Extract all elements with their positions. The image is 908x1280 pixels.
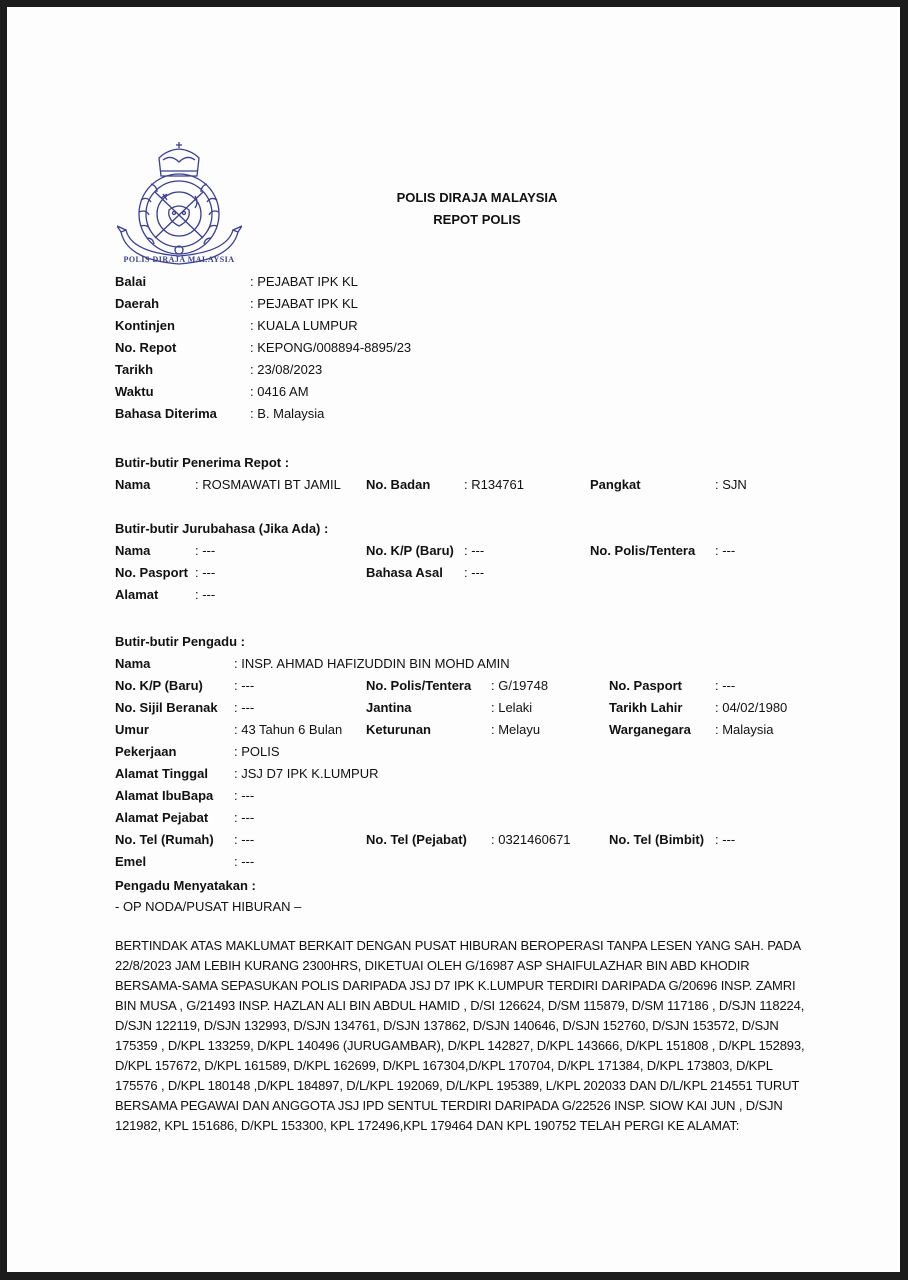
label-interpreter-alamat: Alamat bbox=[115, 587, 159, 602]
label-pekerjaan: Pekerjaan bbox=[115, 744, 177, 759]
statement-body: BERTINDAK ATAS MAKLUMAT BERKAIT DENGAN PUSAT HIBURAN BEROPERASI TANPA LESEN YANG SAH. PADA 22/8/2023 JAM LEBIH KURANG 2300HRS, DIKETUAI OLEH G/16987 ASP SHAIFULAZHAR BIN ABD KHODIR BERSAMA-SAMA SEPASUKAN POLIS DARIPADA JSJ D7 IPK K.LUMPUR TERDIRI DARIPADA G/20696 INSP. ZAMRI BIN MUSA , G/21493 INSP. HAZLAN ALI BIN ABDUL HAMID , D/SI 126624, D/SM 115879, D/SM 117186 , D/SJN 118224, D/SJN 122119, D/SJN 132993, D/SJN 134761, D/SJN 137862, D/SJN 140646, D/SJN 152760, D/SJN 153572, D/SJN 175359 , D/KPL 133259, D/KPL 140496 (JURUGAMBAR), D/KPL 142827, D/KPL 143666, D/KPL 151808 , D/KPL 152893, D/KPL 157672, D/KPL 161589, D/KPL 162699, D/KPL 167304,D/KPL 170704, D/KPL 171384, D/KPL 173803, D/KPL 175576 , D/KPL 180148 ,D/KPL 184897, D/L/KPL 192069, D/L/KPL 195389, L/KPL 202033 DAN D/L/KPL 214551 TURUT BERSAMA PEGAWAI DAN ANGGOTA JSJ IPD SENTUL TERDIRI DARIPADA G/22526 INSP. SIOW KAI JUN , D/SJN 121982, KPL 151686, D/KPL 153300, KPL 172496,KPL 179464 DAN KPL 190752 TELAH PERGI KE ALAMAT: bbox=[115, 938, 805, 1133]
value-kontinjen: : KUALA LUMPUR bbox=[250, 318, 358, 333]
value-tarikh-lahir: : 04/02/1980 bbox=[715, 700, 788, 715]
document-title: REPOT POLIS bbox=[433, 212, 521, 227]
label-receiver-nama: Nama bbox=[115, 477, 151, 492]
label-alamat-tinggal: Alamat Tinggal bbox=[115, 766, 208, 781]
value-pekerjaan: : POLIS bbox=[234, 744, 280, 759]
pdrm-crest-icon bbox=[117, 140, 242, 272]
value-interpreter-kp: : --- bbox=[464, 543, 485, 558]
label-tarikh: Tarikh bbox=[115, 362, 154, 377]
label-waktu: Waktu bbox=[115, 384, 154, 399]
organization-name: POLIS DIRAJA MALAYSIA bbox=[396, 190, 558, 205]
label-interpreter-kp: No. K/P (Baru) bbox=[366, 543, 454, 558]
value-receiver-nama: : ROSMAWATI BT JAMIL bbox=[195, 477, 341, 492]
value-bahasa-diterima: : B. Malaysia bbox=[250, 406, 325, 421]
label-interpreter-pasport: No. Pasport bbox=[115, 565, 188, 580]
value-tel-rumah: : --- bbox=[234, 832, 255, 847]
value-tel-pejabat: : 0321460671 bbox=[491, 832, 571, 847]
label-alamat-ibubapa: Alamat IbuBapa bbox=[115, 788, 214, 803]
value-sijil-beranak: : --- bbox=[234, 700, 255, 715]
value-tarikh: : 23/08/2023 bbox=[250, 362, 323, 377]
value-interpreter-alamat: : --- bbox=[195, 587, 216, 602]
label-emel: Emel bbox=[115, 854, 147, 869]
interpreter-heading: Butir-butir Jurubahasa (Jika Ada) : bbox=[115, 521, 329, 536]
label-complainant-nama: Nama bbox=[115, 656, 151, 671]
value-umur: : 43 Tahun 6 Bulan bbox=[234, 722, 343, 737]
value-complainant-pasport: : --- bbox=[715, 678, 736, 693]
value-balai: : PEJABAT IPK KL bbox=[250, 274, 358, 289]
value-interpreter-polis: : --- bbox=[715, 543, 736, 558]
value-no-badan: : R134761 bbox=[464, 477, 524, 492]
statement-subject: - OP NODA/PUSAT HIBURAN – bbox=[115, 899, 302, 914]
label-complainant-pasport: No. Pasport bbox=[609, 678, 682, 693]
label-tel-rumah: No. Tel (Rumah) bbox=[115, 832, 214, 847]
receiver-heading: Butir-butir Penerima Repot : bbox=[115, 455, 290, 470]
label-tarikh-lahir: Tarikh Lahir bbox=[609, 700, 683, 715]
value-alamat-ibubapa: : --- bbox=[234, 788, 255, 803]
label-interpreter-polis: No. Polis/Tentera bbox=[590, 543, 696, 558]
label-jantina: Jantina bbox=[366, 700, 412, 715]
label-tel-bimbit: No. Tel (Bimbit) bbox=[609, 832, 705, 847]
label-kontinjen: Kontinjen bbox=[115, 318, 175, 333]
label-keturunan: Keturunan bbox=[366, 722, 431, 737]
crest-ribbon-text: POLIS DIRAJA MALAYSIA bbox=[123, 255, 235, 264]
label-complainant-polis: No. Polis/Tentera bbox=[366, 678, 472, 693]
label-balai: Balai bbox=[115, 274, 147, 289]
value-keturunan: : Melayu bbox=[491, 722, 541, 737]
value-interpreter-pasport: : --- bbox=[195, 565, 216, 580]
value-complainant-kp: : --- bbox=[234, 678, 255, 693]
value-interpreter-nama: : --- bbox=[195, 543, 216, 558]
label-warganegara: Warganegara bbox=[609, 722, 691, 737]
label-sijil-beranak: No. Sijil Beranak bbox=[115, 700, 218, 715]
label-no-repot: No. Repot bbox=[115, 340, 177, 355]
label-interpreter-bahasa: Bahasa Asal bbox=[366, 565, 443, 580]
report-page bbox=[7, 7, 900, 1272]
value-complainant-polis: : G/19748 bbox=[491, 678, 549, 693]
label-alamat-pejabat: Alamat Pejabat bbox=[115, 810, 209, 825]
statement-heading: Pengadu Menyatakan : bbox=[115, 878, 256, 893]
label-tel-pejabat: No. Tel (Pejabat) bbox=[366, 832, 467, 847]
value-jantina: : Lelaki bbox=[491, 700, 533, 715]
value-pangkat: : SJN bbox=[715, 477, 747, 492]
value-complainant-nama: : INSP. AHMAD HAFIZUDDIN BIN MOHD AMIN bbox=[234, 656, 510, 671]
value-daerah: : PEJABAT IPK KL bbox=[250, 296, 358, 311]
value-warganegara: : Malaysia bbox=[715, 722, 774, 737]
value-tel-bimbit: : --- bbox=[715, 832, 736, 847]
value-waktu: : 0416 AM bbox=[250, 384, 309, 399]
value-interpreter-bahasa: : --- bbox=[464, 565, 485, 580]
label-no-badan: No. Badan bbox=[366, 477, 431, 492]
value-alamat-pejabat: : --- bbox=[234, 810, 255, 825]
complainant-heading: Butir-butir Pengadu : bbox=[115, 634, 245, 649]
label-pangkat: Pangkat bbox=[590, 477, 641, 492]
label-umur: Umur bbox=[115, 722, 149, 737]
document-header bbox=[347, 187, 607, 231]
label-complainant-kp: No. K/P (Baru) bbox=[115, 678, 203, 693]
value-alamat-tinggal: : JSJ D7 IPK K.LUMPUR bbox=[234, 766, 379, 781]
label-daerah: Daerah bbox=[115, 296, 160, 311]
value-no-repot: : KEPONG/008894-8895/23 bbox=[250, 340, 412, 355]
value-emel: : --- bbox=[234, 854, 255, 869]
label-interpreter-nama: Nama bbox=[115, 543, 151, 558]
label-bahasa-diterima: Bahasa Diterima bbox=[115, 406, 217, 421]
